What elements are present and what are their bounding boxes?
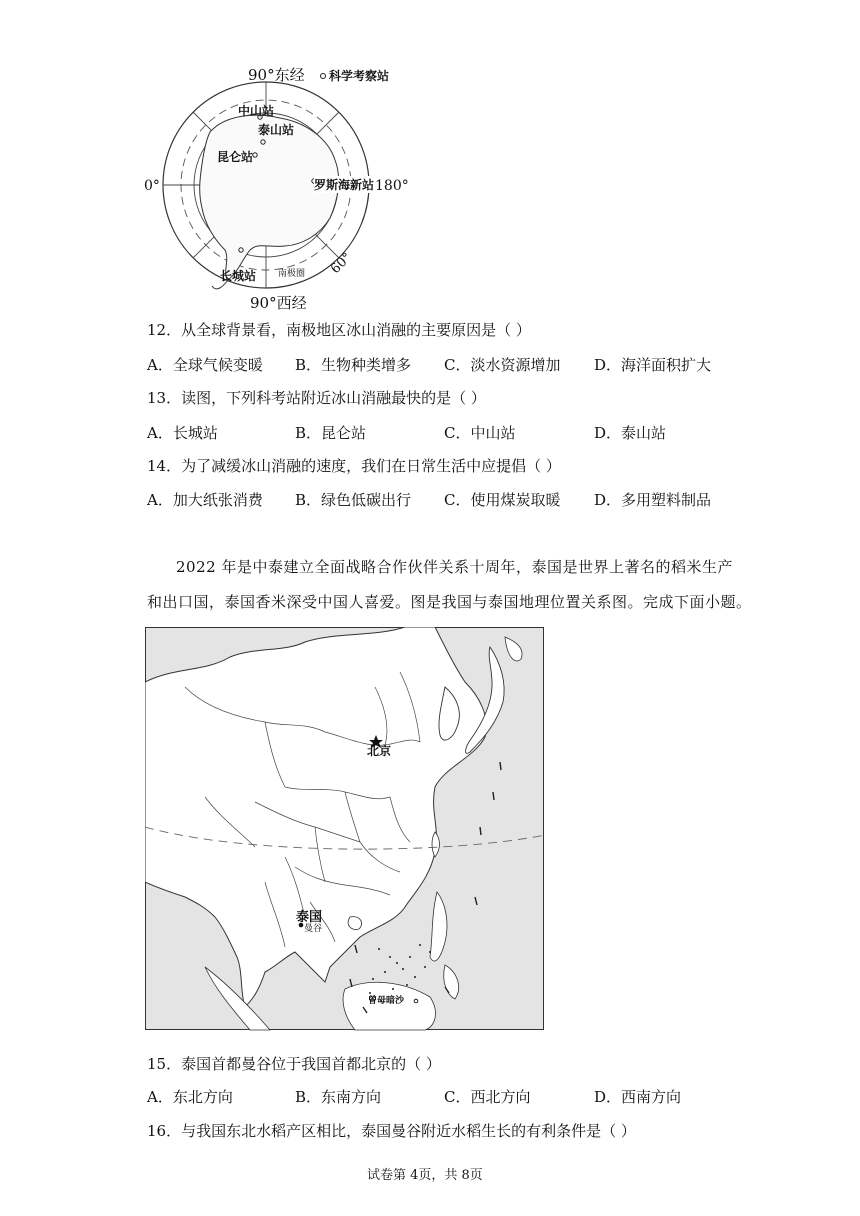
q12-option-c[interactable]: C．淡水资源增加 [444, 356, 561, 374]
q14-option-a[interactable]: A．加大纸张消费 [147, 491, 263, 509]
polar-bottom-label: 90°西经 [250, 294, 307, 312]
q15-option-b[interactable]: B．东南方向 [295, 1088, 382, 1106]
station-changcheng: 长城站 [220, 269, 257, 283]
station-kunlun: 昆仑站 [217, 150, 254, 164]
polar-circle-label: 南极圈 [278, 269, 306, 279]
question-15-stem: 15．泰国首都曼谷位于我国首都北京的（ ） [147, 1055, 441, 1073]
polar-lat-label: 60° [328, 250, 355, 277]
q12-option-b[interactable]: B．生物种类增多 [295, 356, 412, 374]
china-thailand-map [145, 627, 545, 1032]
q15-option-d[interactable]: D．西南方向 [594, 1088, 682, 1106]
question-12-stem: 12．从全球背景看，南极地区冰山消融的主要原因是（ ） [147, 321, 531, 339]
station-taishan: 泰山站 [258, 123, 295, 137]
q13-option-a[interactable]: A．长城站 [147, 424, 218, 442]
q13-option-d[interactable]: D．泰山站 [594, 424, 667, 442]
passage-line-2: 和出口国，泰国香米深受中国人喜爱。图是我国与泰国地理位置关系图。完成下面小题。 [147, 593, 752, 611]
q12-option-d[interactable]: D．海洋面积扩大 [594, 356, 712, 374]
station-zhongshan: 中山站 [238, 104, 275, 118]
page-footer: 试卷第 4页，共 8页 [367, 1168, 483, 1183]
label-bangkok: 曼谷 [304, 924, 323, 934]
passage-line-1: 2022 年是中泰建立全面战略合作伙伴关系十周年，泰国是世界上著名的稻米生产 [176, 558, 733, 576]
q15-option-a[interactable]: A．东北方向 [147, 1088, 233, 1106]
polar-right-label: 180° [375, 178, 409, 194]
question-14-stem: 14．为了减缓冰山消融的速度，我们在日常生活中应提倡（ ） [147, 457, 561, 475]
label-thailand: 泰国 [296, 910, 323, 925]
question-16-stem: 16．与我国东北水稻产区相比，泰国曼谷附近水稻生长的有利条件是（ ） [147, 1122, 636, 1140]
station-luosihai: 罗斯海新站 [314, 178, 375, 192]
q14-option-c[interactable]: C．使用煤炭取暖 [444, 491, 561, 509]
polar-legend-label: 科学考察站 [329, 69, 390, 83]
label-beijing: 北京 [367, 744, 392, 758]
question-13-stem: 13．读图，下列科考站附近冰山消融最快的是（ ） [147, 389, 486, 407]
q15-option-c[interactable]: C．西北方向 [444, 1088, 531, 1106]
q13-option-b[interactable]: B．昆仑站 [295, 424, 367, 442]
q14-option-b[interactable]: B．绿色低碳出行 [295, 491, 412, 509]
q12-option-a[interactable]: A．全球气候变暖 [147, 356, 263, 374]
q14-option-d[interactable]: D．多用塑料制品 [594, 491, 712, 509]
polar-left-label: 0° [144, 178, 160, 194]
polar-top-label: 90°东经 [248, 66, 305, 84]
q13-option-c[interactable]: C．中山站 [444, 424, 516, 442]
label-zengmu: 曾母暗沙 [368, 996, 405, 1006]
